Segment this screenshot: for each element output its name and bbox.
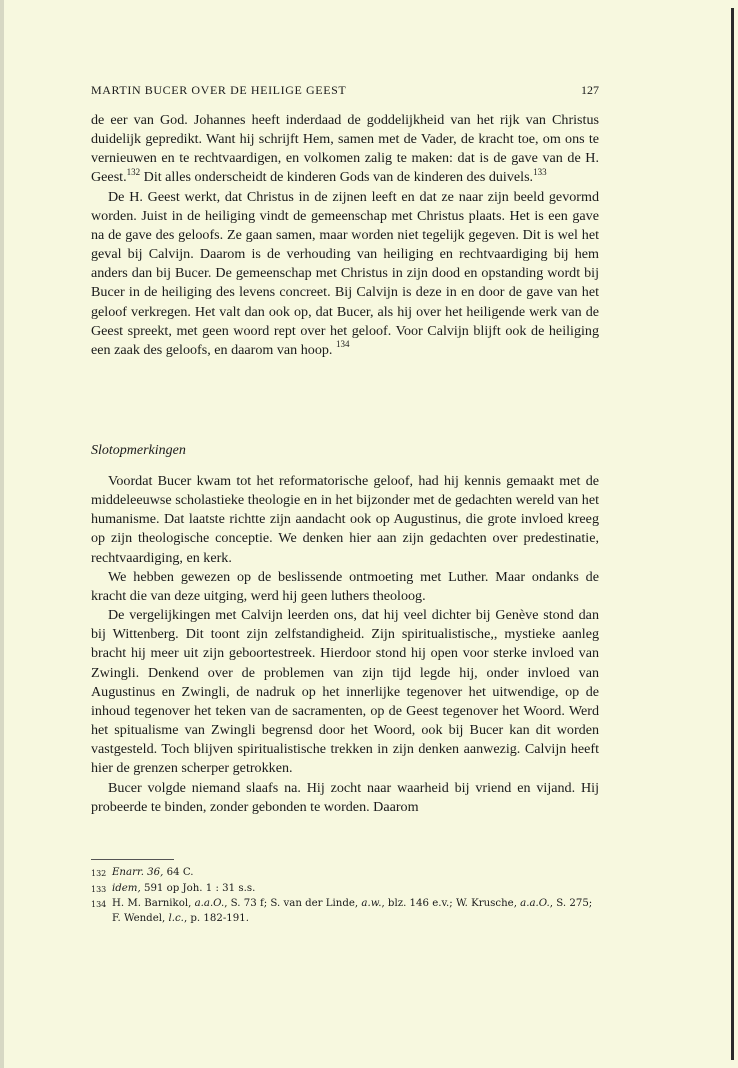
footnote-segment: 591 op Joh. 1 : 31 s.s. (140, 882, 256, 894)
footnote-segment: , S. 73 f; S. van der Linde, (224, 898, 362, 910)
footnote-segment: a.a.O. (520, 898, 550, 910)
body-section-1 (91, 111, 599, 360)
footnote-segment: a.a.O. (194, 898, 225, 910)
footnote-number: 132 (91, 869, 107, 878)
paragraph: Bucer volgde niemand slaafs na. Hij zocht naar waarheid bij vriend en vijand. Hij probeerde te binden, zonder gebonden te worden. Daarom (91, 779, 599, 815)
footnotes (91, 866, 599, 926)
footnote-text (112, 897, 599, 926)
paragraph: De vergelijkingen met Calvijn leerden ons, dat hij veel dichter bij Genève stond dan bij Wittenberg. Dit toont zijn zelfstandigheid. Zijn spiritualistische,, mystieke aanleg bracht hij meer uit zijn geboortestreek. Hierdoor stond hij open voor sterke invloed van Zwingli. Denkend over de problemen van zijn tijd legde hij, onder invloed van Augustinus en Zwingli, de nadruk op het innerlijke tegenover het uitwendige, op de inhoud tegenover het teken van de sacramenten, op de Geest tegenover het Woord. Werd het spitualisme van Zwingli begrensd door het Woord, ook bij Bucer kan dit worden vastgesteld. Toch blijven spiritualistische trekken in zijn denken aanwezig. Calvijn heeft hier de grenzen scherper getrokken. (91, 607, 599, 777)
footnote-segment: idem, (112, 882, 141, 894)
scan-right-edge (731, 8, 734, 1060)
page-number: 127 (581, 83, 599, 97)
footnote-segment: l.c. (168, 912, 184, 924)
body-section-2 (91, 472, 599, 817)
footnote-divider (91, 859, 174, 860)
footnote-number: 134 (91, 900, 107, 910)
paragraph: We hebben gewezen op de beslissende ontmoeting met Luther. Maar ondanks de kracht die van deze uitging, werd hij geen luthers theoloog. (91, 568, 599, 604)
paragraph-text: de eer van God. Johannes heeft inderdaad de goddelijkheid van het rijk van Christus duidelijk gepredikt. Want hij schrijft Hem, samen met de Vader, de kracht toe, om ons te vernieuwen en te rechtvaardigen, en volkomen zalig te maken: dat is de gave van de H. Geest. (91, 112, 599, 186)
paragraph (91, 188, 599, 360)
section-heading: Slotopmerkingen (91, 443, 186, 458)
running-title: MARTIN BUCER OVER DE HEILIGE GEEST (91, 83, 347, 97)
footnote-segment: , blz. 146 e.v.; W. Krusche, (381, 898, 521, 910)
footnote-ref[interactable]: 134 (336, 339, 350, 350)
paragraph-text: De H. Geest werkt, dat Christus in de zijnen leeft en dat ze naar zijn beeld gevormd worden. Juist in de heiliging vindt de gemeenschap met Christus plaats. Het is een gave na de gave des geloofs. Ze gaan samen, maar worden niet tegelijk gegeven. Dit is wel het geval bij Calvijn. Daarom is de verhouding van heiliging en rechtvaardiging bij hem anders dan bij Bucer. De gemeenschap met Christus in zijn dood en opstanding wordt bij Bucer in de heiliging des levens concreet. Bij Calvijn is deze in en door de gave van het geloof verkregen. Het valt dan ook op, dat Bucer, als hij over het heiligende werk van de Geest spreekt, met geen woord rept over het geloof. Voor Calvijn blijft ook de heiliging een zaak des geloofs, en daarom van hoop. (91, 188, 599, 358)
footnote-segment: , S. 275; F. Wendel, (112, 898, 593, 924)
footnote-134 (91, 897, 599, 926)
footnote-number: 133 (91, 884, 107, 894)
paragraph-text: Dit alles onderscheidt de kinderen Gods van de kinderen des duivels. (140, 169, 534, 186)
footnote-132 (91, 866, 599, 882)
footnote-text (112, 882, 599, 898)
scan-left-edge (0, 0, 4, 1068)
paragraph (91, 111, 599, 188)
footnote-segment: 64 C. (163, 867, 194, 878)
running-header (91, 83, 599, 98)
footnote-text (112, 866, 599, 882)
footnote-ref[interactable]: 132 (126, 166, 141, 177)
footnote-133 (91, 882, 599, 898)
footnote-segment: , p. 182-191. (183, 912, 249, 924)
footnote-segment: a.w. (361, 898, 382, 910)
footnote-segment: H. M. Barnikol, (112, 898, 195, 910)
footnote-ref[interactable]: 133 (533, 166, 547, 177)
paragraph: Voordat Bucer kwam tot het reformatorische geloof, had hij kennis gemaakt met de middeleeuwse scholastieke theologie en in het bijzonder met de gedachten wereld van het humanisme. Dat laatste richtte zijn aandacht ook op Augustinus, die grote invloed kreeg op zijn theologische conceptie. We denken hier aan zijn gedachten over predestinatie, rechtvaardiging, en kerk. (91, 473, 599, 566)
footnote-segment: Enarr. 36, (112, 867, 164, 878)
